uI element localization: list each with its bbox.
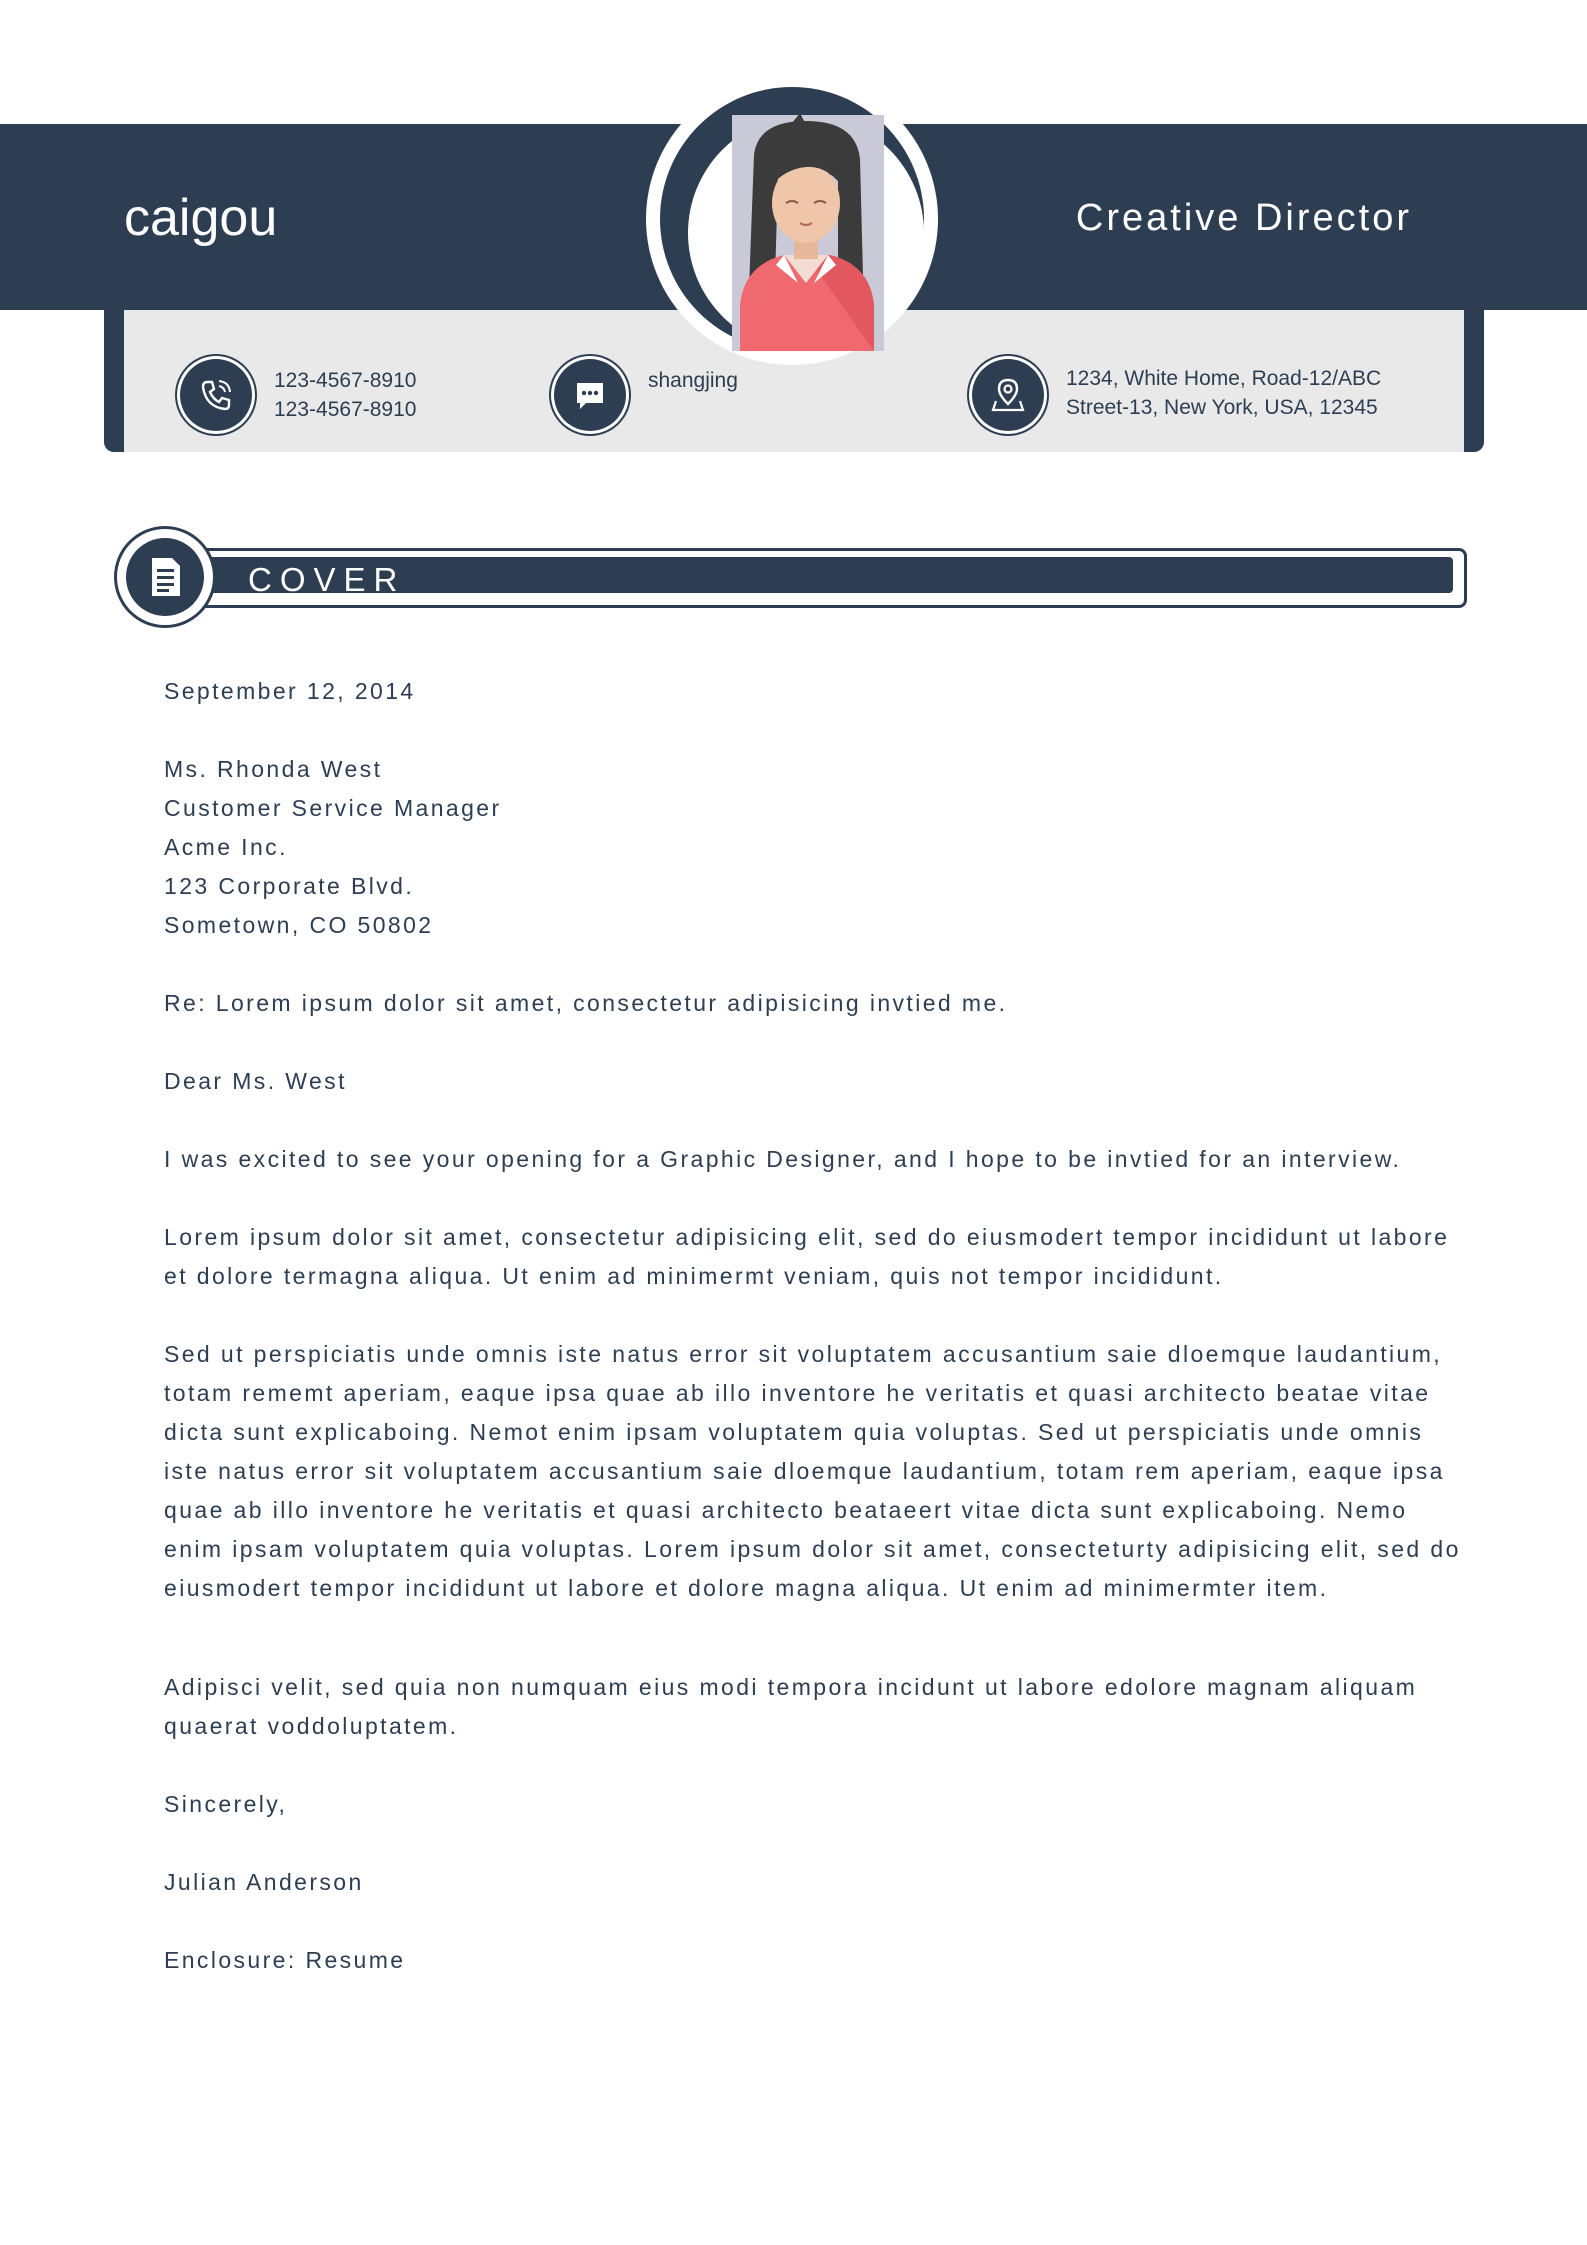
candidate-name: caigou: [124, 189, 278, 247]
recipient-title: Customer Service Manager: [164, 795, 502, 821]
contact-address: [1066, 364, 1381, 422]
chat-icon: [554, 359, 626, 431]
address-line-2: Street-13, New York, USA, 12345: [1066, 396, 1378, 419]
section-title: COVER: [248, 561, 406, 598]
contact-phone: [274, 366, 416, 424]
letter-date: September 12, 2014: [164, 678, 416, 704]
phone-1: 123-4567-8910: [274, 369, 417, 392]
letter-paragraph-1: I was excited to see your opening for a Graphic Designer, and I hope to be invtied for an interview.: [164, 1146, 1402, 1172]
phone-2: 123-4567-8910: [274, 398, 417, 421]
cover-letter: [164, 672, 1464, 1980]
letter-enclosure: Enclosure: Resume: [164, 1947, 406, 1973]
avatar-illustration: [688, 115, 924, 351]
contact-chat: shangjing: [648, 369, 738, 392]
map-pin-icon: [972, 359, 1044, 431]
recipient-company: Acme Inc.: [164, 834, 288, 860]
letter-subject: Re: Lorem ipsum dolor sit amet, consectetur adipisicing invtied me.: [164, 990, 1008, 1016]
phone-icon: [180, 359, 252, 431]
profile-photo: [646, 73, 938, 365]
letter-signature: Julian Anderson: [164, 1869, 364, 1895]
letter-paragraph-4: Adipisci velit, sed quia non numquam eius modi tempora incidunt ut labore edolore magnam aliquam quaerat voddoluptatem.: [164, 1674, 1418, 1739]
recipient-city: Sometown, CO 50802: [164, 912, 434, 938]
job-title: Creative Director: [1075, 197, 1412, 239]
document-icon: [126, 538, 204, 616]
address-line-1: 1234, White Home, Road-12/ABC: [1066, 367, 1382, 390]
recipient-name: Ms. Rhonda West: [164, 756, 383, 782]
recipient-street: 123 Corporate Blvd.: [164, 873, 415, 899]
letter-paragraph-2: Lorem ipsum dolor sit amet, consectetur adipisicing elit, sed do eiusmodert tempor incididunt ut labore et dolore termagna aliqua. Ut enim ad minimermt veniam, quis not tempor incididunt.: [164, 1224, 1450, 1289]
letter-paragraph-3: Sed ut perspiciatis unde omnis iste natus error sit voluptatem accusantium saie dloemque laudantium, totam rememt aperiam, eaque ipsa quae ab illo inventore he veritatis et quasi architecto beatae vitae dicta sunt explicaboing. Nemot enim ipsam voluptatem quia voluptas. Sed ut perspiciatis unde omnis iste natus error sit voluptatem accusantium saie dloemque laudantium, totam rem aperiam, eaque ipsa quae ab illo inventore he veritatis et quasi architecto beataeert vitae dicta sunt explicaboing. Nemo enim ipsam voluptatem quia voluptas. Lorem ipsum dolor sit amet, consecteturty adipisicing elit, sed do eiusmodert tempor incididunt ut labore et dolore magna aliqua. Ut enim ad minimermter item.: [164, 1341, 1461, 1601]
letter-closing: Sincerely,: [164, 1791, 288, 1817]
letter-salutation: Dear Ms. West: [164, 1068, 347, 1094]
